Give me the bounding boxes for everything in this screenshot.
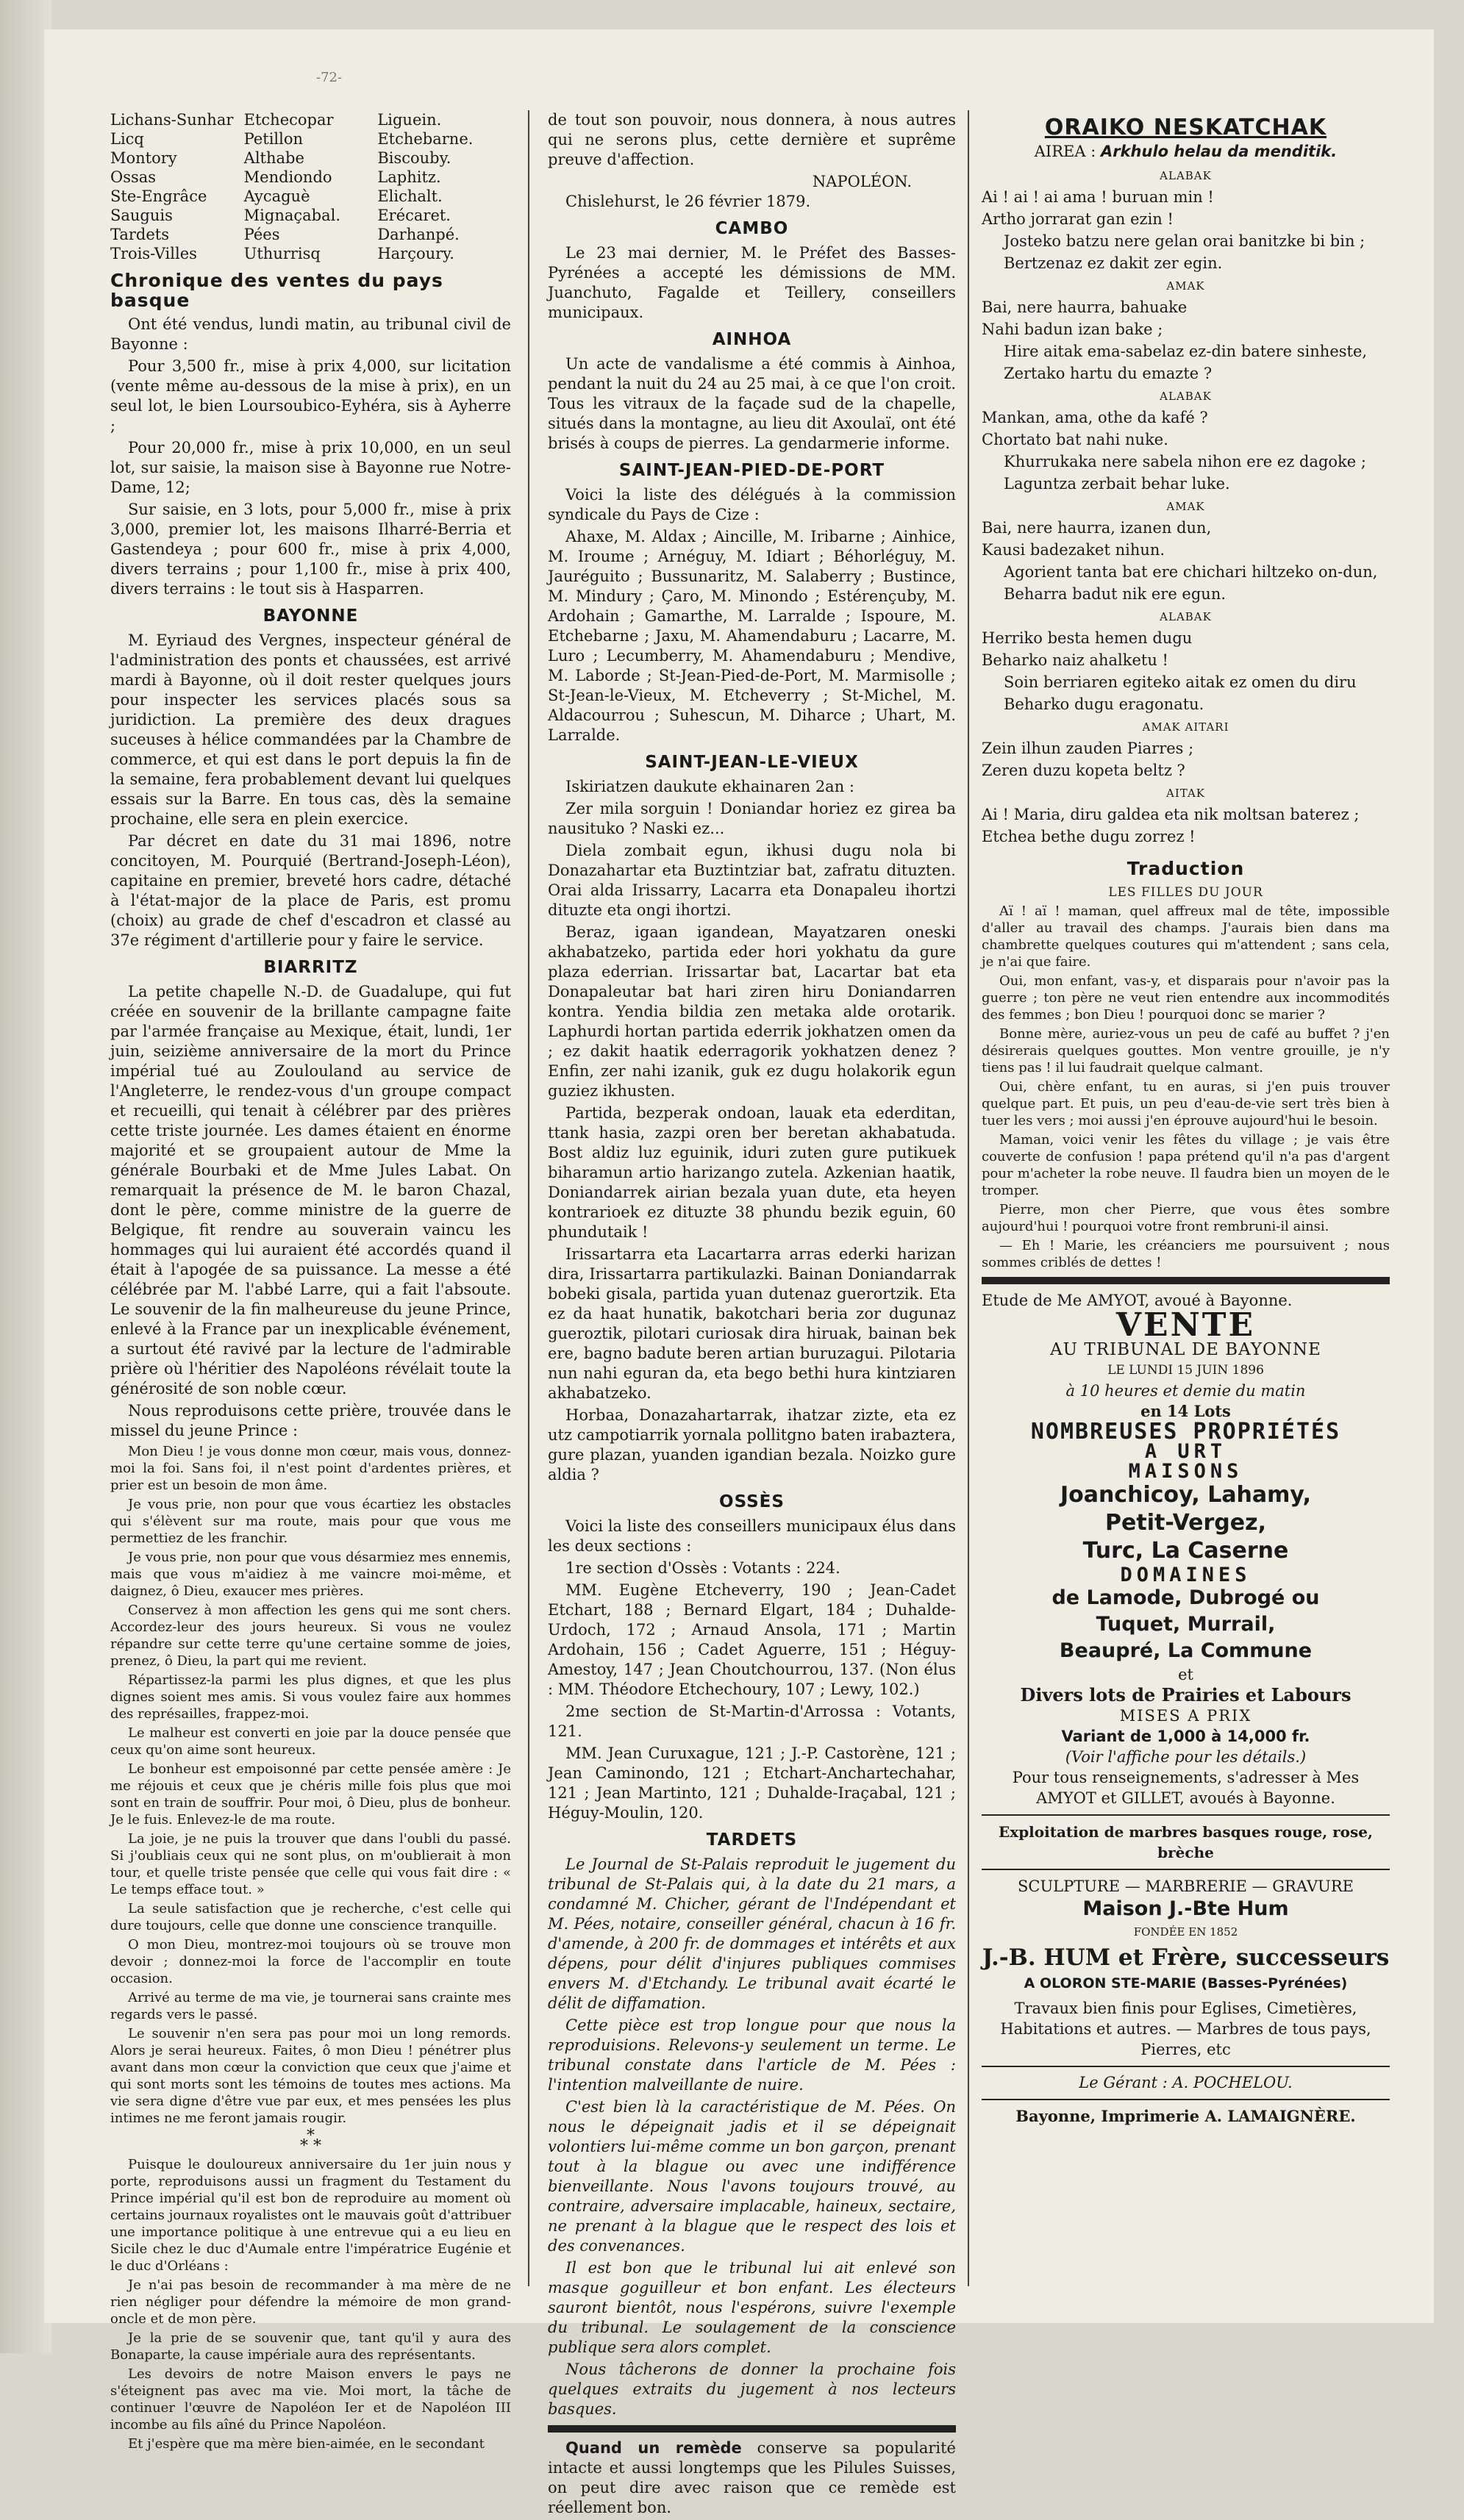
commune-name: Etchecopar (243, 111, 334, 129)
paragraph: Nous tâcherons de donner la prochaine fois quelques extraits du jugement à nos lecteurs basques. (548, 2360, 956, 2418)
poem-line: Laguntza zerbait behar luke. (1004, 475, 1230, 493)
poem-line: Beharko dugu eragonatu. (1004, 695, 1204, 713)
poem-line: Ai ! ai ! ai ama ! buruan min ! (982, 188, 1214, 206)
hum-ad (982, 1822, 1390, 2060)
cambo-title: CAMBO (715, 219, 789, 238)
sjlv-text (548, 777, 956, 1485)
tribunal-line: AU TRIBUNAL DE BAYONNE (1050, 1340, 1321, 1359)
paragraph: Puisque le douloureux anniversaire du 1er juin nous y porte, reproduisons aussi un fragment du Testament du Prince impérial qu'il est bon de reproduire au moment où certains journaux royalistes ont le mauvais goût d'attribuer une importance politique à une entrevue qui a eu lieu en Sicile chez le duc d'Aumale entre l'impératrice Eugénie et le duc d'Orléans : (110, 2157, 511, 2274)
paragraph: Beraz, igaan igandean, Mayatzaren oneski akhabatzeko, partida eder hori yokhatu da gure plaza ederrian. Irissartar bat, Lacartar bat eta Donapaleutar bat hari ziren hiru Doniandarren kontra. Yendia bildia zen metaka alde orotarik. Laphurdi hortan partida ederrik jokhatzen omen da ; ez dakit haatik ederragorik yokhatzen denez ? Enfin, zer nahi izanik, guk ez dugu holakorik egun guziez ikhusten. (548, 923, 956, 1100)
travaux-line: Travaux bien finis pour Eglises, Cimetières, Habitations et autres. — Marbres de tous pays, Pierres, etc (1000, 2000, 1371, 2058)
affiche-line: (Voir l'affiche pour les détails.) (1065, 1748, 1307, 1766)
paragraph: Diela zombait egun, ikhusi dugu nola bi Donazahartar eta Buztintziar bat, zafratu dituzten. Orai alda Irissarry, Lacarra eta Donapaleu ihortzi dituzte eta ongi ihortzi. (548, 842, 956, 919)
paragraph: Répartissez-la parmi les plus dignes, et que les plus dignes soient mes amis. Si vous voulez faire aux hommes des représailles, frappez-moi. (110, 1672, 511, 1722)
signature: NAPOLÉON. (812, 173, 912, 190)
commune-name: Montory (110, 149, 177, 167)
list-line: Turc, La Caserne (1082, 1538, 1289, 1564)
poem-title: ORAIKO NESKATCHAK (1044, 115, 1327, 140)
etude-line: Etude de Me AMYOT, avoué à Bayonne. (982, 1292, 1293, 1309)
paragraph: 1re section d'Ossès : Votants : 224. (565, 1559, 840, 1577)
poem-line: Hire aitak ema-sabelaz ez-din batere sinheste, (1004, 343, 1368, 360)
variant-line: Variant de 1,000 à 14,000 fr. (1061, 1728, 1310, 1745)
paragraph: Le Journal de St-Palais reproduit le jugement du tribunal de St-Palais qui, à la date du 21 mars, a condamné M. Chicher, gérant de l'Indépendant et M. Pées, notaire, conseiller général, chacun à 16 fr. d'amende, à 200 fr. de dommages et intérêts et aux dépens, pour délit d'injures publiques commises envers M. d'Etchandy. Le tribunal avait écarté le délit de diffamation. (548, 1855, 956, 2012)
osses-text (548, 1517, 956, 1823)
section-stars: * * * (300, 2127, 321, 2155)
maisons-list (982, 1481, 1390, 1565)
paragraph: Il est bon que le tribunal lui ait enlevé son masque goguilleur et bon enfant. Les électeurs sauront bientôt, nous l'espérons, suivre l'exemple du tribunal. Le soulagement de la conscience publique sera alors complet. (548, 2259, 956, 2356)
paragraph: Arrivé au terme de ma vie, je tournerai sans crainte mes regards vers le passé. (110, 1990, 511, 2022)
paragraph: La petite chapelle N.-D. de Guadalupe, qui fut créée en souvenir de la brillante campagne faite par l'armée française au Mexique, était, lundi, 1er juin, seizième anniversaire de la mort du Prince impérial tué au Zoulouland au service de l'Angleterre, le rendez-vous d'un groupe compact et recueilli, qui tenait à célébrer par des prières cette triste journée. Les dames étaient en énorme majorité et se groupaient autour de Mme la générale Bourbaki et de Mme Jules Labat. On remarquait la présence de M. le baron Chazal, dont le père, comme ministre de la guerre de Belgique, fit rendre au souverain vaincu les hommages qui lui auraient été accordés quand il était à l'apogée de sa puissance. La messe a été célébrée par M. l'abbé Larre, qui a fait l'absoute. Le souvenir de la fin malheureuse du jeune Prince, enlevé à la France par un inexplicable événement, a surtout été ravivé par la lecture de l'admirable prière où l'héritier des Napoléons révélait toute la générosité de son noble cœur. (110, 983, 511, 1397)
imprimerie-line: Bayonne, Imprimerie A. LAMAIGNÈRE. (1015, 2107, 1356, 2125)
commune-name: Darhanpé. (377, 226, 460, 243)
paragraph: Le souvenir n'en sera pas pour moi un long remords. Alors je serai heureux. Faites, ô mon Dieu ! pénétrer plus avant dans mon cœur la conviction que ceux que j'aime et qui sont morts sont les témoins de toutes mes actions. Ma vie sera digne d'être vue par eux, et mes pensées les plus intimes ne me feront jamais rougir. (110, 2026, 511, 2126)
domaines-list (982, 1585, 1390, 1664)
paragraph: Aï ! aï ! maman, quel affreux mal de tête, impossible d'aller au travail des champs. J'aurais bien dans ma chambrette quelques coutures qui m'attendent ; sans cela, je n'ai que faire. (982, 903, 1390, 970)
paragraph: Zer mila sorguin ! Doniandar horiez ez girea ba nausituko ? Naski ez... (548, 800, 956, 837)
paragraph: Ont été vendus, lundi matin, au tribunal civil de Bayonne : (110, 315, 511, 353)
poem-speaker: ALABAK (1160, 610, 1212, 623)
paragraph: Voici la liste des délégués à la commission syndicale du Pays de Cize : (548, 486, 956, 523)
divider (982, 1869, 1390, 1870)
divers-line: Divers lots de Prairies et Labours (1020, 1684, 1351, 1705)
chronique-text (110, 315, 511, 599)
fondee-line: FONDÉE EN 1852 (1133, 1925, 1238, 1939)
column-rule (528, 110, 529, 2286)
vente-lots: en 14 Lots (1140, 1402, 1231, 1420)
tardets-title: TARDETS (706, 1830, 798, 1850)
cambo-text: Le 23 mai dernier, M. le Préfet des Basses-Pyrénées a accepté les démissions de MM. Juanchuto, Fagalde et Teillery, conseillers municipaux. (548, 244, 956, 321)
paragraph: La seule satisfaction que je recherche, c'est celle qui dure toujours, celle que donne une conscience tranquille. (110, 1901, 511, 1933)
osses-title: OSSÈS (719, 1492, 785, 1511)
paragraph: Par décret en date du 31 mai 1896, notre concitoyen, M. Pourquié (Bertrand-Joseph-Léon), capitaine en premier, breveté hors cadre, détaché à l'état-major de la place de Paris, est promu (choix) au grade de chef d'escadron et classé au 37e régiment d'artillerie pour y faire le service. (110, 832, 511, 949)
commune-name: Sauguis (110, 207, 173, 224)
air-label: AIREA : (1034, 143, 1096, 160)
poem-speaker: AITAK (1166, 787, 1205, 800)
marbres-line: Exploitation de marbres basques rouge, rose, brèche (999, 1823, 1373, 1861)
mises-line: MISES A PRIX (1119, 1707, 1252, 1725)
paragraph: Sur saisie, en 3 lots, pour 5,000 fr., mise à prix 3,000, premier lot, les maisons Ilharré-Berria et Gastendeya ; pour 600 fr., mise à prix 4,000, divers terrains ; pour 1,100 fr., mise à prix 400, divers terrains : le tout sis à Hasparren. (110, 501, 511, 598)
traduction-subtitle: LES FILLES DU JOUR (1108, 885, 1263, 900)
biarritz-title: BIARRITZ (263, 958, 358, 977)
letter-date: Chislehurst, le 26 février 1879. (565, 193, 811, 210)
remede-lead: Quand un remède (565, 2439, 742, 2457)
maison-line: Maison J.-Bte Hum (1082, 1897, 1289, 1920)
rens-line: Pour tous renseignements, s'adresser à Mes AMYOT et GILLET, avoués à Bayonne. (1012, 1769, 1360, 1807)
paragraph: O mon Dieu, montrez-moi toujours où se trouve mon devoir ; donnez-moi la force de l'accomplir en toute occasion. (110, 1937, 511, 1986)
poem-line: Artho jorrarat gan ezin ! (982, 210, 1174, 228)
poem-speaker: AMAK AITARI (1142, 720, 1229, 734)
paragraph: Je la prie de se souvenir que, tant qu'il y aura des Bonaparte, la cause impériale aura des représentants. (110, 2330, 511, 2363)
paragraph: Horbaa, Donazahartarrak, ihatzar zizte, eta ez utz campotiarrik yornala pollitgno baten irabaztera, gure plazan, yuanden igandian bezala. Noizko gure aldia ? (548, 1406, 956, 1483)
divider (982, 2066, 1390, 2067)
traduction-text (982, 903, 1390, 1271)
poem-speaker: AMAK (1166, 500, 1205, 513)
paragraph: M. Eyriaud des Vergnes, inspecteur général de l'administration des ponts et chaussées, est arrivé mardi à Bayonne, où il doit rester quelques jours pour inspecter les services placés sous sa juridiction. La première des deux dragues suceuses à hélice commandées par la Chambre de commerce, et qui est dans le port depuis la fin de la semaine, fera probablement devant lui quelques essais sur la Barre. En tous cas, dès la semaine prochaine, elle sera en plein exercice. (110, 631, 511, 828)
commune-name: Elichalt. (377, 187, 443, 205)
paragraph: Je n'ai pas besoin de recommander à ma mère de ne rien négliger pour défendre la mémoire de mon grand-oncle et de mon père. (110, 2277, 511, 2327)
poem-speaker: ALABAK (1160, 169, 1212, 182)
list-line: Joanchicoy, Lahamy, (1060, 1482, 1312, 1508)
sculpture-line: SCULPTURE — MARBRERIE — GRAVURE (1018, 1878, 1354, 1895)
paragraph: Conservez à mon affection les gens qui me sont chers. Accordez-leur des jours heureux. Si vous ne voulez répandre sur cette terre qu'une certaine somme de joies, prenez, ô Dieu, la part qui me revient. (110, 1603, 511, 1669)
vente-ad (982, 1290, 1390, 1808)
ainhoa-text: Un acte de vandalisme a été commis à Ainhoa, pendant la nuit du 24 au 25 mai, à ce que l'on croit. Tous les vitraux de la façade sud de la chapelle, situés dans la montagne, au lieu dit Axoulaï, ont été brisés à coups de pierres. La gendarmerie informe. (548, 355, 956, 452)
paragraph: Et j'espère que ma mère bien-aimée, en le secondant (128, 2436, 485, 2452)
paragraph: Oui, mon enfant, vas-y, et disparais pour n'avoir pas la guerre ; ton père ne veut rien entendre aux incommodités des femmes ; bon Dieu ! pourquoi donc se marier ? (982, 973, 1390, 1023)
commune-name: Lichans-Sunhar (110, 111, 234, 129)
commune-name: Biscouby. (377, 149, 451, 167)
commune-name: Licq (110, 130, 144, 148)
traduction-title: Traduction (1126, 858, 1245, 879)
poem-line: Zein ilhun zauden Piarres ; (982, 740, 1194, 757)
tardets-text (548, 1855, 956, 2419)
poem-speaker: ALABAK (1160, 390, 1212, 403)
paragraph: Les devoirs de notre Maison envers le pays ne s'éteignent pas avec ma vie. Moi mort, la tâche de continuer l'œuvre de Napoléon Ier et de Napoléon III incombe au fils aîné du Prince Napoléon. (110, 2366, 511, 2433)
priere-text (110, 1443, 511, 2127)
commune-name: Ossas (110, 168, 157, 186)
poem-line: Kausi badezaket nihun. (982, 541, 1165, 559)
column-2 (548, 110, 956, 2520)
paragraph: Oui, chère enfant, tu en auras, si j'en puis trouver quelque part. Et puis, un peu d'eau-de-vie sert très bien à tuer les vers ; moi aussi j'en éprouve aujourd'hui le besoin. (982, 1079, 1390, 1128)
domaines-title: DOMAINES (1120, 1564, 1251, 1586)
poem-line: Khurrukaka nere sabela nihon ere ez dagoke ; (1004, 453, 1366, 470)
column-1 (110, 110, 511, 2455)
sjpp-text (548, 485, 956, 745)
commune-name: Pées (243, 226, 280, 243)
aurt-title: A URT (1144, 1440, 1227, 1463)
paragraph: — Eh ! Marie, les créanciers me poursuivent ; nous sommes criblés de dettes ! (982, 1238, 1390, 1270)
paragraph: Mon Dieu ! je vous donne mon cœur, mais vous, donnez-moi la foi. Sans foi, il n'est point d'ardentes prières, et prier est un besoin de mon âme. (110, 1444, 511, 1493)
poem-line: Beharra badut nik ere egun. (1004, 585, 1226, 603)
commune-name: Mignaçabal. (243, 207, 340, 224)
bayonne-text (110, 631, 511, 951)
commune-list (110, 110, 511, 263)
paragraph: Je vous prie, non pour que vous écartiez les obstacles qui s'élèvent sur ma route, mais pour que vous me permettiez de les franchir. (110, 1497, 511, 1546)
vente-heure: à 10 heures et demie du matin (1065, 1382, 1306, 1400)
paragraph: Ahaxe, M. Aldax ; Aincille, M. Iribarne ; Ainhice, M. Iroume ; Arnéguy, M. Idiart ; Béhorléguy, M. Jauréguito ; Bussunaritz, M. Salaberry ; Bustince, M. Mindury ; Çaro, M. Minondo ; Estérençuby, M. Ardohain ; Gamarthe, M. Larralde ; Ispoure, M. Etchebarne ; Jaxu, M. Ahamendaburu ; Lacarre, M. Luro ; Lecumberry, M. Ahamendaburu ; Mendive, M. Laborde ; St-Jean-Pied-de-Port, M. Marmisolle ; St-Jean-le-Vieux, M. Etcheverry ; St-Michel, M. Aldacourrou ; Suhescun, M. Diharce ; Uhart, M. Larralde. (548, 528, 956, 744)
commune-name: Tardets (110, 226, 170, 243)
poem-line: Beharko naiz ahalketu ! (982, 651, 1168, 669)
testament-continued: de tout son pouvoir, nous donnera, à nous autres qui ne serons plus, cette dernière et suprême preuve d'affection. (548, 111, 956, 168)
commune-name: Althabe (243, 149, 304, 167)
list-line: de Lamode, Dubrogé ou (1051, 1586, 1320, 1609)
paragraph: Pierre, mon cher Pierre, que vous êtes sombre aujourd'hui ! pourquoi votre front rembruni-il ainsi. (982, 1202, 1390, 1234)
poem-line: Zertako hartu du emazte ? (1004, 365, 1213, 382)
commune-name: Mendiondo (243, 168, 332, 186)
paragraph: Nous reproduisons cette prière, trouvée dans le missel du jeune Prince : (110, 1402, 511, 1439)
maisons-title: MAISONS (1128, 1460, 1243, 1483)
poem-line: Nahi badun izan bake ; (982, 321, 1163, 338)
poem-line: Ai ! Maria, diru galdea eta nik moltsan baterez ; (982, 806, 1360, 823)
paragraph: C'est bien là la caractéristique de M. Pées. On nous le dépeignait jadis et il se dépeignait volontiers lui-même comme un bon garçon, prenant tout à la blague ou avec une indifférence bienveillante. Nous l'avons toujours trouvé, au contraire, adversaire implacable, haineux, sectaire, ne prenant à la blague que le respect des lois et des convenances. (548, 2098, 956, 2255)
paragraph: Le malheur est converti en joie par la douce pensée que ceux qu'on aime sont heureux. (110, 1725, 511, 1758)
poem-line: Josteko batzu nere gelan orai banitzke bi bin ; (1004, 232, 1365, 250)
paragraph: Irissartarra eta Lacartarra arras ederki harizan dira, Irissartarra partikulazki. Bainan Doniandarrak bobeki gisala, partida yuan dutenaz guerortzik. Eta ez da haat hunatik, bakotchari beria zor dugunaz gueroztik, pilotari curiosak dira hiruak, bainan bek ere, bagno badute beren artian buruzagui. Pilotaria nun nahi eguran da, eta bego bethi hura kintziaren akhabatzeko. (548, 1245, 956, 1402)
poem-line: Bertzenaz ez dakit zer egin. (1004, 254, 1223, 272)
divider (982, 1814, 1390, 1816)
paragraph: La joie, je ne puis la trouver que dans l'oubli du passé. Si j'oubliais ceux qui ne sont plus, on m'oublierait à mon tour, et quelle triste pensée que celle qui vous fait dire : « Le temps efface tout. » (110, 1831, 511, 1897)
poem-line: Agorient tanta bat ere chichari hiltzeko on-dun, (1004, 563, 1378, 581)
air-name: Arkhulo helau da menditik. (1100, 143, 1338, 160)
commune-name: Trois-Villes (110, 245, 197, 262)
chronique-title: Chronique des ventes du pays basque (110, 270, 443, 311)
oloron-line: A OLORON STE-MARIE (Basses-Pyrénées) (1024, 1975, 1348, 1991)
column-rule (968, 110, 969, 2286)
poem-line: Mankan, ama, othe da kafé ? (982, 409, 1208, 426)
paragraph: Voici la liste des conseillers municipaux élus dans les deux sections : (548, 1517, 956, 1555)
divider (982, 2099, 1390, 2100)
bayonne-title: BAYONNE (263, 606, 359, 626)
poem-line: Zeren duzu kopeta beltz ? (982, 762, 1185, 779)
commune-name: Liguein. (377, 111, 442, 129)
divider (982, 1277, 1390, 1284)
vente-title: VENTE (1115, 1306, 1256, 1344)
commune-name: Aycaguè (243, 187, 310, 205)
commune-name: Laphitz. (377, 168, 441, 186)
paragraph: Pour 20,000 fr., mise à prix 10,000, en un seul lot, sur saisie, la maison sise à Bayonne rue Notre-Dame, 12; (110, 439, 511, 496)
page-folio: -72- (316, 70, 343, 85)
list-line: Petit-Vergez, (1105, 1510, 1266, 1536)
divider (548, 2425, 956, 2433)
poem-line: Soin berriaren egiteko aitak ez omen du diru (1004, 673, 1357, 691)
paragraph: Iskiriatzen daukute ekhainaren 2an : (565, 778, 854, 795)
vente-date: LE LUNDI 15 JUIN 1896 (1107, 1363, 1264, 1378)
remede-text: conserve sa popularité intacte et aussi longtemps que les Pilules Suisses, on peut dire avec raison que ce remède est réellement bon. (548, 2439, 956, 2516)
poem-line: Herriko besta hemen dugu (982, 629, 1193, 647)
poem-line: Etchea bethe dugu zorrez ! (982, 828, 1196, 845)
paragraph: 2me section de St-Martin-d'Arrossa : Votants, 121. (548, 1703, 956, 1740)
sjpp-title: SAINT-JEAN-PIED-DE-PORT (618, 461, 885, 480)
poem-line: Chortato bat nahi nuke. (982, 431, 1168, 448)
paragraph: Pour 3,500 fr., mise à prix 4,000, sur licitation (vente même au-dessous de la mise à prix), en un seul lot, le bien Loursoubico-Eyhéra, sis à Ayherre ; (110, 357, 511, 434)
poem-speaker: AMAK (1166, 279, 1205, 293)
list-line: Tuquet, Murrail, (1096, 1613, 1276, 1636)
commune-name: Harçoury. (377, 245, 454, 262)
paragraph: Partida, bezperak ondoan, lauak eta ederditan, ttank hasia, zazpi oren ber beretan akhabatuda. Bost aldiz luz eguinik, iduri zuten gure putikuek biharamun artio harizango zutela. Azkenian haatik, Doniandarrek airian bezala yuan dute, eta heyen kontrarioek ez dituzte 38 phundu bezik eguin, 60 phundutaik ! (548, 1104, 956, 1241)
paragraph: Cette pièce est trop longue pour que nous la reproduisions. Relevons-y seulement un terme. Le tribunal constate dans l'article de M. Pées : l'intention malveillante de nuire. (548, 2016, 956, 2094)
paragraph: MM. Jean Curuxague, 121 ; J.-P. Castorène, 121 ; Jean Caminondo, 121 ; Etchart-Anchartechahar, 121 ; Jean Martinto, 121 ; Duhalde-Iraçabal, 121 ; Héguy-Moulin, 120. (548, 1744, 956, 1822)
poem-body (982, 166, 1390, 847)
paragraph: MM. Eugène Etcheverry, 190 ; Jean-Cadet Etchart, 188 ; Bernard Elgart, 184 ; Duhalde-Urdoch, 172 ; Arnaud Ansola, 171 ; Martin Ardohain, 156 ; Cadet Aguerre, 151 ; Héguy-Amestoy, 147 ; Jean Choutchourrou, 137. (Non élus : MM. Théodore Etchechoury, 107 ; Lewy, 102.) (548, 1581, 956, 1698)
list-line: Beaupré, La Commune (1059, 1639, 1313, 1662)
paragraph: Bonne mère, auriez-vous un peu de café au buffet ? j'en désirerais quelques gouttes. Mon ventre grouille, je n'y tiens pas ! il lui faudrait quelque calmant. (982, 1026, 1390, 1075)
column-3 (982, 110, 1390, 2126)
nombreuses-title: NOMBREUSES PROPRIÉTÉS (1030, 1419, 1341, 1445)
gerant-line: Le Gérant : A. POCHELOU. (1079, 2074, 1293, 2091)
commune-name: Ste-Engrâce (110, 187, 207, 205)
commune-name: Petillon (243, 130, 304, 148)
paragraph: Le bonheur est empoisonné par cette pensée amère : Je me réjouis et ceux que je chéris mille fois plus que moi sont en train de souffrir. Pour moi, ô Dieu, plus de bonheur. Je le fuis. Enlevez-le de ma route. (110, 1761, 511, 1828)
paragraph: Je vous prie, non pour que vous désarmiez mes ennemis, mais que vous m'aidiez à me vaincre moi-même, et daignez, ô Dieu, exaucer mes prières. (110, 1550, 511, 1599)
commune-name: Etchebarne. (377, 130, 474, 148)
sjlv-title: SAINT-JEAN-LE-VIEUX (645, 753, 859, 772)
testament-text (110, 2156, 511, 2452)
commune-name: Erécaret. (377, 207, 451, 224)
hum-line: J.-B. HUM et Frère, successeurs (982, 1944, 1390, 1971)
commune-name: Uthurrisq (243, 245, 321, 262)
ainhoa-title: AINHOA (712, 330, 792, 349)
poem-line: Bai, nere haurra, bahuake (982, 298, 1188, 316)
poem-line: Bai, nere haurra, izanen dun, (982, 519, 1212, 537)
paragraph: Maman, voici venir les fêtes du village ; je vais être couverte de confusion ! papa prétend qu'il n'a pas d'argent pour m'acheter la robe neuve. Il faudra bien un moyen de le tromper. (982, 1132, 1390, 1198)
et-line: et (1178, 1666, 1193, 1683)
biarritz-text (110, 982, 511, 1441)
